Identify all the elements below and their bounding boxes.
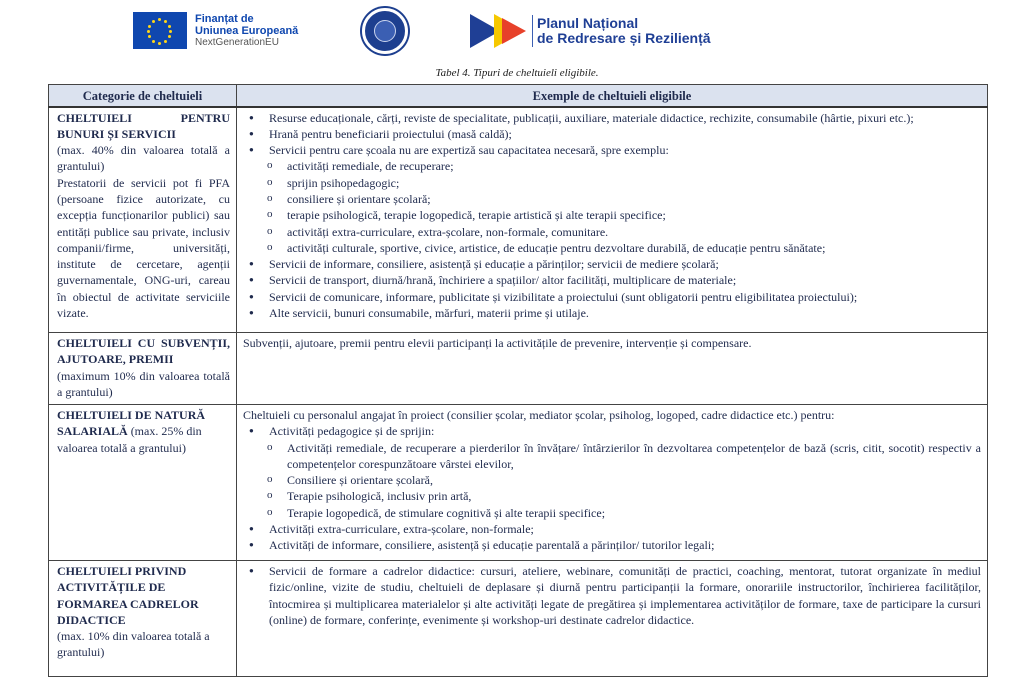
table-row: [49, 107, 988, 333]
list-item: ● Servicii pentru care școala nu are expertiză sau capacitatea necesară, spre exemplu:: [243, 142, 981, 158]
category-cell: [49, 107, 237, 333]
examples-text: Subvenții, ajutoare, premii pentru elevii participanți la activitățile de prevenire, intervenție și compensare.: [243, 336, 752, 350]
list-item: ● Servicii de comunicare, informare, publicitate și vizibilitate a proiectului (sunt obligatorii pentru eligibilitatea proiectului);: [243, 289, 981, 305]
category-note: (max. 40% din valoarea totală a grantului): [57, 143, 230, 174]
eu-flag-icon: [133, 12, 187, 49]
pnrr-logo-line2: de Redresare și Reziliență: [537, 30, 711, 46]
pnrr-logo: [470, 14, 711, 48]
eu-logo-line2: Uniunea Europeană: [195, 24, 299, 37]
table-row: [49, 561, 988, 677]
category-cell: [49, 561, 237, 677]
examples-cell: [237, 107, 988, 333]
pnrr-arrows-icon: [470, 14, 530, 48]
sub-list-item: o sprijin psihopedagogic;: [243, 175, 981, 191]
category-note: (max. 25% din valoarea totală a grantului): [57, 424, 202, 455]
list-item: ● Hrană pentru beneficiarii proiectului (masă caldă);: [243, 126, 981, 142]
examples-intro: Cheltuieli cu personalul angajat în proiect (consilier școlar, mediator școlar, psiholog, logoped, cadre didactice etc.) pentru:: [243, 408, 835, 422]
sub-list-item: o Terapie psihologică, inclusiv prin artă,: [243, 488, 981, 504]
sub-list-item: o activități extra-curriculare, extra-școlare, non-formale, comunitare.: [243, 224, 981, 240]
category-title: CHELTUIELI PENTRU BUNURI ȘI SERVICII: [57, 110, 230, 141]
examples-cell: [237, 561, 988, 677]
list-item: ● Alte servicii, bunuri consumabile, mărfuri, materii prime și utilaje.: [243, 305, 981, 321]
table-header-row: [49, 85, 988, 107]
category-cell: [49, 333, 237, 405]
pnrr-logo-line1: Planul Național: [537, 15, 639, 31]
column-header-examples: Exemple de cheltuieli eligibile: [237, 85, 988, 107]
sub-list-item: o Consiliere și orientare școlară,: [243, 472, 981, 488]
category-note: (maximum 10% din valoarea totală a grantului): [57, 368, 230, 399]
eu-logo-line3: NextGenerationEU: [195, 36, 279, 48]
header-logos: [0, 0, 1024, 64]
table-row: [49, 405, 988, 561]
table-caption: Tabel 4. Tipuri de cheltuieli eligibile.: [435, 67, 599, 79]
table-row: [49, 333, 988, 405]
sub-list-item: o terapie psihologică, terapie logopedică, terapie artistică și alte terapii specifice;: [243, 207, 981, 223]
list-item: ● Activități pedagogice și de sprijin:: [243, 423, 981, 439]
category-title: CHELTUIELI PRIVIND ACTIVITĂȚILE DE FORMAREA CADRELOR DIDACTICE: [57, 564, 199, 627]
category-title: CHELTUIELI DE NATURĂ SALARIALĂ: [57, 408, 206, 439]
eu-logo-line1: Finanțat de: [195, 12, 254, 25]
category-cell: [49, 405, 237, 561]
sub-list-item: o activități culturale, sportive, civice, artistice, de educație pentru dezvoltare durabilă, de educație pentru sănătate;: [243, 240, 981, 256]
sub-list-item: o Terapie logopedică, de stimulare cognitivă și alte terapii specifice;: [243, 505, 981, 521]
list-item: ● Servicii de formare a cadrelor didactice: cursuri, ateliere, webinare, comunități de practici, coaching, mentorat, tutorat organizate în mediul fizic/online, vizite de studiu, cheltuieli de deplasare și diurnă pentru participanții la formare, onorariile instructorilor, închirierea facilităților, întocmirea și multiplicarea materialelor și alte activități legate de pregătirea și implementarea activităților de formare, taxe de participare la cursuri (online) de formare, conferințe, evenimente și workshop-uri destinate cadrelor didactice.: [243, 563, 981, 628]
examples-cell: [237, 333, 988, 405]
examples-cell: [237, 405, 988, 561]
list-item: ● Activități extra-curriculare, extra-școlare, non-formale;: [243, 521, 981, 537]
romanian-government-seal-icon: [362, 8, 408, 54]
column-header-category: Categorie de cheltuieli: [49, 85, 237, 107]
list-item: ● Activități de informare, consiliere, asistență și educație parentală a părinților/ tutorilor legali;: [243, 537, 981, 553]
sub-list-item: o activități remediale, de recuperare;: [243, 158, 981, 174]
sub-list-item: o Activități remediale, de recuperare a pierderilor în învățare/ întârzierilor în dezvoltarea competențelor de bază (scris, citit, socotit) respectiv a competențelor corespunzătoare vârstei elevilor,: [243, 440, 981, 473]
list-item: ● Servicii de informare, consiliere, asistență și educație a părinților; servicii de mediere școlară;: [243, 256, 981, 272]
list-item: ● Servicii de transport, diurnă/hrană, închiriere a spațiilor/ altor facilități, multiplicare de materiale;: [243, 272, 981, 288]
sub-list-item: o consiliere și orientare școlară;: [243, 191, 981, 207]
category-title: CHELTUIELI CU SUBVENȚII, AJUTOARE, PREMII: [57, 336, 230, 367]
category-extra: Prestatorii de servicii pot fi PFA (persoane fizice autorizate, cu excepția funcționarilor publici) sau entități publice sau private, inclusiv companii/firme, universități, institute de cercetare, agenții guvernamentale, ONG-uri, careau în obiectul de activitate serviciile vizate.: [57, 175, 230, 321]
eligible-expenses-table: [48, 84, 988, 677]
category-note: (max. 10% din valoarea totală a grantului): [57, 629, 210, 660]
eu-funding-logo: [133, 12, 298, 49]
list-item: ● Resurse educaționale, cărți, reviste de specialitate, publicații, auxiliare, materiale didactice, rechizite, consumabile (hârtie, pixuri etc.);: [243, 110, 981, 126]
